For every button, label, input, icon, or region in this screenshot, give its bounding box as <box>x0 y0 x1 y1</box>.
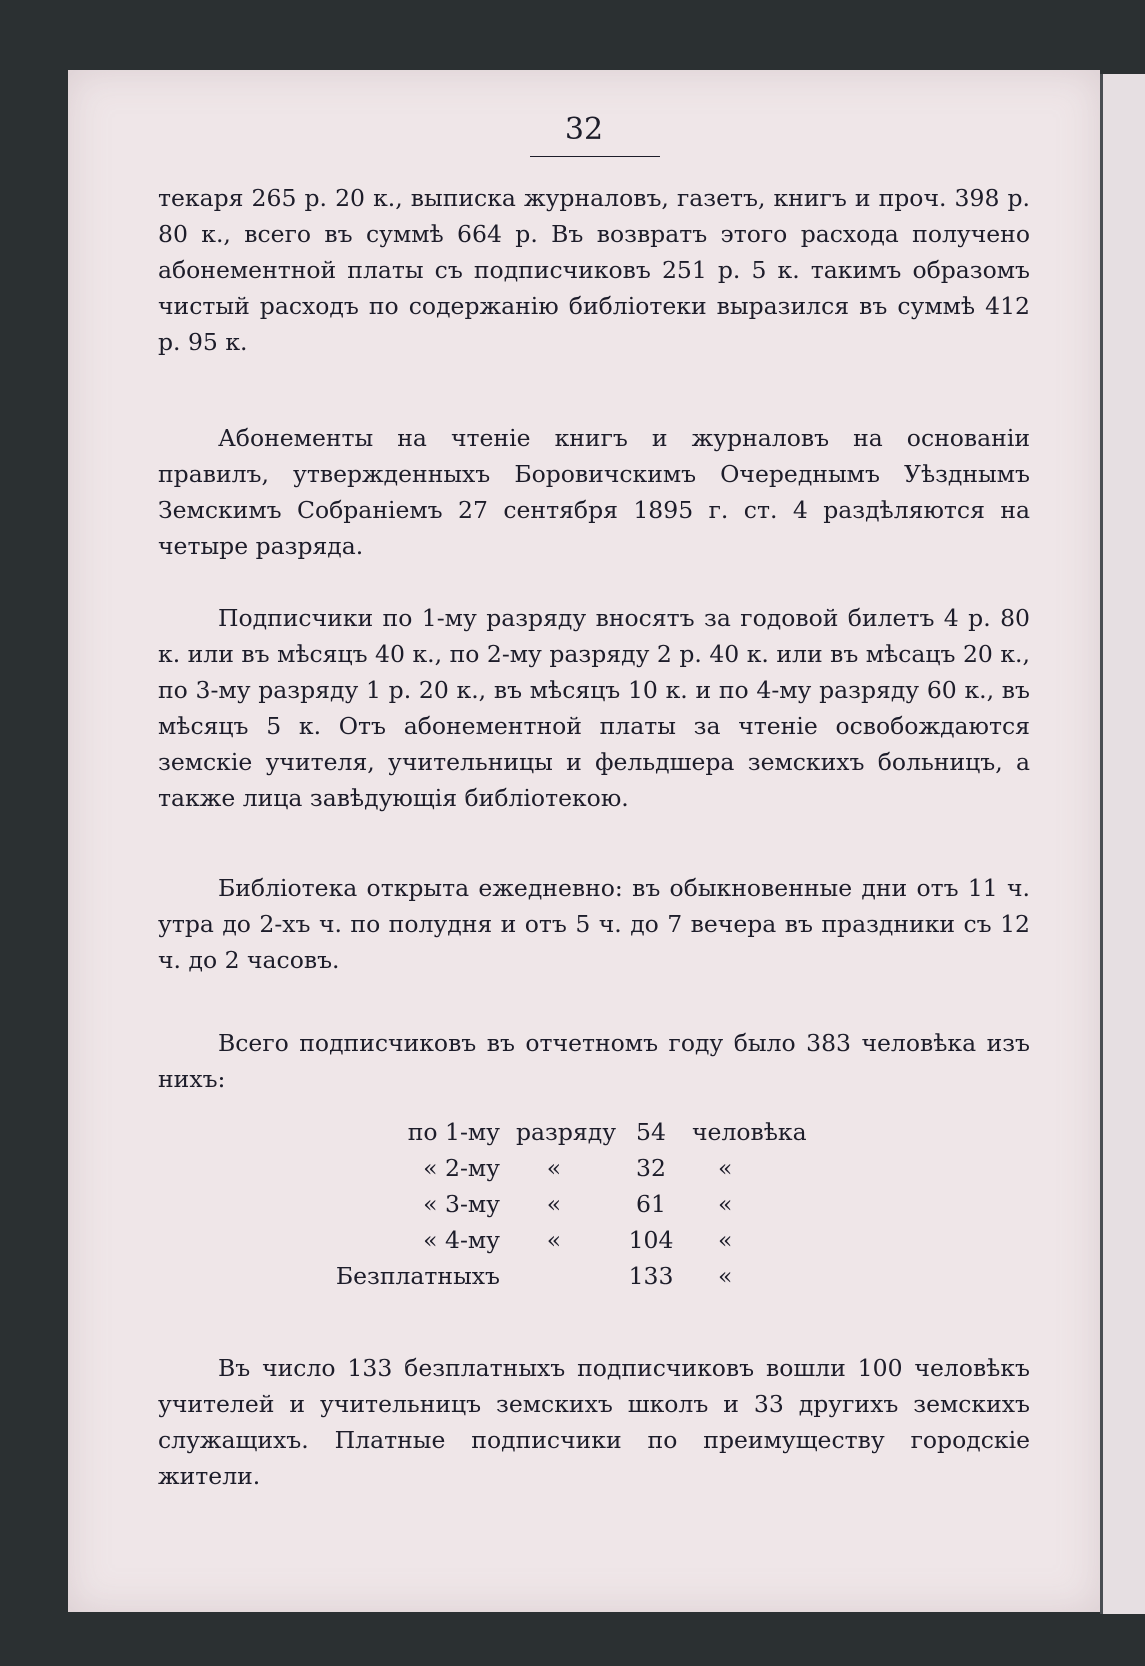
subscribers-table <box>68 1118 1100 1298</box>
paragraph-opening-hours: Библіотека открыта ежедневно: въ обыкновенные дни отъ 11 ч. утра до 2-хъ ч. по полудня и отъ 5 ч. до 7 вечера въ праздники съ 12 ч. до 2 часовъ. <box>158 874 1030 974</box>
table-row <box>68 1262 1100 1298</box>
row-count: 54 <box>636 1118 666 1146</box>
row-count: 32 <box>636 1154 666 1182</box>
page-number: 32 <box>564 112 604 147</box>
row-unit: « <box>718 1190 733 1218</box>
row-label: Безплатныхъ <box>335 1262 500 1290</box>
row-unit: « <box>718 1226 733 1254</box>
paragraph-library-expenses: текаря 265 р. 20 к., выписка журналовъ, газетъ, книгъ и проч. 398 р. 80 к., всего въ суммѣ 664 р. Въ возвратъ этого расхода получено абонементной платы съ подписчиковъ 251 р. 5 к. такимъ образомъ чистый расходъ по содержанію библіотеки выразился въ суммѣ 412 р. 95 к. <box>158 184 1030 356</box>
row-category: разряду <box>516 1118 617 1146</box>
row-label: « 4-му <box>423 1226 500 1254</box>
row-category: « <box>546 1226 562 1254</box>
row-unit: человѣка <box>692 1118 807 1146</box>
row-unit: « <box>718 1262 733 1290</box>
paragraph-subscriber-total: Всего подписчиковъ въ отчетномъ году было 383 человѣка изъ нихъ: <box>158 1029 1030 1093</box>
table-row <box>68 1154 1100 1190</box>
row-label: « 3-му <box>423 1190 500 1218</box>
row-count: 61 <box>636 1190 666 1218</box>
row-label: по 1-му <box>407 1118 500 1146</box>
row-label: « 2-му <box>423 1154 500 1182</box>
paragraph-subscription-fees: Подписчики по 1-му разряду вносятъ за годовой билетъ 4 р. 80 к. или въ мѣсяцъ 40 к., по 2-му разряду 2 р. 40 к. или въ мѣсацъ 20 к., по 3-му разряду 1 р. 20 к., въ мѣсяцъ 10 к. и по 4-му разряду 60 к., въ мѣсяцъ 5 к. Отъ абонементной платы за чтеніе освобождаются земскіе учителя, учительницы и фельдшера земскихъ больницъ, а также лица завѣдующія библіотекою. <box>158 604 1030 812</box>
row-category: « <box>546 1154 562 1182</box>
row-category: « <box>546 1190 562 1218</box>
row-count: 104 <box>628 1226 674 1254</box>
table-row <box>68 1190 1100 1226</box>
adjacent-page-edge <box>1100 74 1145 1614</box>
paragraph-subscription-rules: Абонементы на чтеніе книгъ и журналовъ на основаніи правилъ, утвержденныхъ Боровичскимъ Очереднымъ Уѣзднымъ Земскимъ Собраніемъ 27 сентября 1895 г. ст. 4 раздѣляются на четыре разряда. <box>158 424 1030 560</box>
page-number-rule <box>530 156 660 157</box>
row-unit: « <box>718 1154 733 1182</box>
book-page <box>68 70 1100 1612</box>
table-row <box>68 1226 1100 1262</box>
paragraph-free-subscribers: Въ число 133 безплатныхъ подписчиковъ вошли 100 человѣкъ учителей и учительницъ земскихъ школъ и 33 другихъ земскихъ служащихъ. Платные подписчики по преимуществу городскіе жители. <box>158 1354 1030 1490</box>
table-row <box>68 1118 1100 1154</box>
row-count: 133 <box>628 1262 674 1290</box>
